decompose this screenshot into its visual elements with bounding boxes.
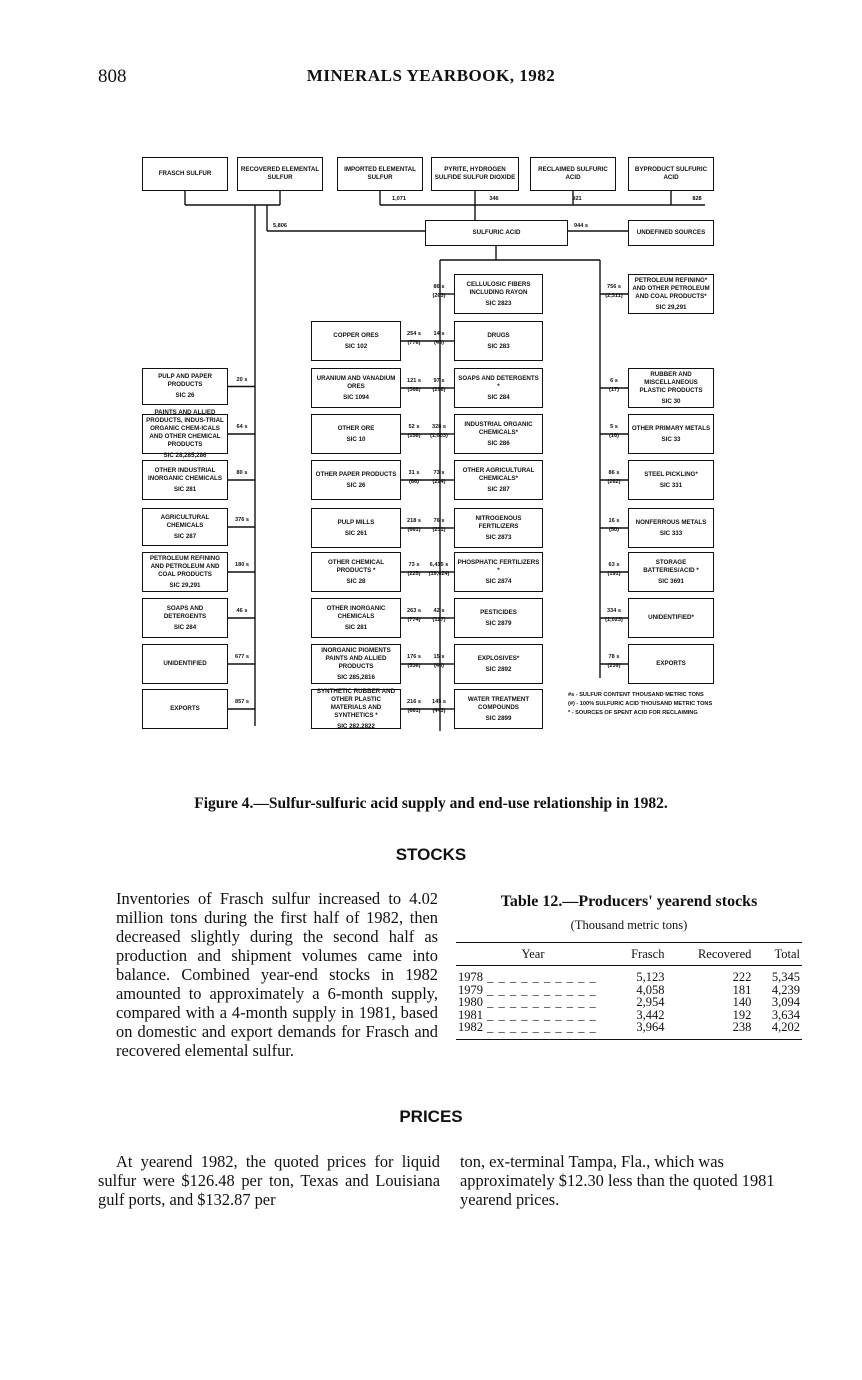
end-use-box — [142, 408, 228, 459]
end-use-box — [311, 321, 401, 361]
box-label: SYNTHETIC RUBBER AND OTHER PLASTIC MATERIALS AND SYNTHETICS * — [316, 687, 396, 719]
sic-code: SIC 33 — [661, 435, 681, 443]
box-label: PETROLEUM REFINING AND PETROLEUM AND COAL PRODUCTS — [149, 554, 221, 578]
box-label: STORAGE BATTERIES/ACID * — [643, 558, 699, 574]
box-label: PETROLEUM REFINING* AND OTHER PETROLEUM AND COAL PRODUCTS* — [632, 276, 710, 300]
source-flow-value: 921 — [572, 196, 582, 202]
source-box — [237, 157, 323, 191]
undefined-flow-value: 944 s — [574, 223, 588, 229]
sulfur-value: 857 s — [235, 699, 249, 705]
col-header-recovered: Recovered — [666, 943, 753, 966]
sulfur-value: 78 s — [608, 654, 620, 660]
sulfur-value: 76 s — [433, 518, 445, 524]
acid-value: (262) — [607, 479, 621, 485]
box-label: CELLULOSIC FIBERS INCLUDING RAYON — [466, 280, 531, 296]
year-cell: 1981 — [458, 1007, 483, 1022]
end-use-box — [311, 508, 401, 548]
sulfur-value: 176 s — [407, 654, 421, 660]
sic-code: SIC 286 — [487, 439, 510, 447]
sic-code: SIC 3691 — [658, 577, 684, 585]
year-cell: 1980 — [458, 995, 483, 1009]
sulfur-value: 80 s — [236, 470, 248, 476]
box-label: EXPLOSIVES* — [477, 654, 520, 662]
box-label: SOAPS AND DETERGENTS — [163, 604, 207, 620]
box-label: URANIUM AND VANADIUM ORES — [316, 374, 396, 390]
sic-code: SIC 2873 — [485, 533, 512, 541]
page-number: 808 — [98, 66, 127, 87]
stocks-heading: STOCKS — [395, 845, 467, 864]
end-use-box — [628, 368, 714, 408]
recovered-cell: 140 — [732, 995, 752, 1009]
stocks-paragraph: Inventories of Frasch sulfur increased to 4.02 million tons during the first half of 1982, then decreased slightly during the second half as production and shipment volumes came into balance. Combined year-end stocks in 1982 amounted to approximately a 6-month supply, compared with a 4-month supply in 1981, based on domestic and export demands for Frasch and recovered elemental sulfur. — [116, 889, 438, 1060]
sic-code: SIC 285,2816 — [337, 673, 375, 681]
end-use-box — [454, 368, 543, 408]
end-use-box — [454, 460, 543, 500]
box-label: OTHER CHEMICAL PRODUCTS * — [327, 558, 385, 574]
acid-value: (19,624) — [428, 571, 450, 577]
end-use-box — [454, 689, 543, 729]
sulfur-value: 46 s — [236, 608, 248, 614]
sulfur-value: 677 s — [235, 654, 249, 660]
box-label: RECLAIMED SULFURIC ACID — [538, 166, 608, 181]
end-use-box — [628, 508, 714, 548]
sulfur-value: 6,415 s — [429, 562, 449, 568]
box-label: PHOSPHATIC FERTILIZERS * — [457, 558, 540, 574]
undefined-sources-box — [628, 220, 714, 246]
running-title: MINERALS YEARBOOK, 1982 — [306, 66, 556, 85]
sic-code: SIC 26 — [175, 392, 195, 399]
sulfuric-acid-input-value: 5,806 — [273, 223, 287, 229]
sic-code: SIC 30 — [661, 397, 681, 405]
box-label: PESTICIDES — [480, 608, 517, 616]
recovered-cell: 238 — [666, 1021, 753, 1039]
frasch-cell: 3,442 — [636, 1007, 665, 1022]
sic-code: SIC 28 — [346, 577, 366, 585]
sic-code: SIC 333 — [659, 529, 683, 537]
box-label: NITROGENOUS FERTILIZERS — [475, 514, 522, 530]
source-flow-value: 1,071 — [392, 196, 406, 202]
end-use-box — [454, 414, 543, 454]
end-use-box — [311, 460, 401, 500]
source-box — [530, 157, 616, 191]
box-label: NONFERROUS METALS — [635, 518, 707, 526]
acid-value: (2,311) — [605, 293, 623, 299]
sulfur-value: 145 s — [432, 699, 446, 705]
end-use-box — [142, 644, 228, 684]
acid-value: (661) — [407, 527, 421, 533]
box-label: RECOVERED ELEMENTAL SULFUR — [240, 166, 320, 181]
prices-paragraph-right: ton, ex-terminal Tampa, Fla., which was approximately $12.30 less than the quoted 1981 yearend prices. — [460, 1152, 775, 1209]
col-header-year: Year — [456, 943, 610, 966]
box-label: AGRICULTURAL CHEMICALS — [160, 513, 210, 529]
total-cell: 3,094 — [771, 995, 800, 1009]
end-use-box — [142, 368, 228, 405]
sulfur-value: 15 s — [433, 654, 445, 660]
sic-code: SIC 29,291 — [169, 581, 201, 589]
acid-value: (158) — [407, 433, 421, 439]
sic-code: SIC 1094 — [343, 393, 369, 401]
box-label: INORGANIC PIGMENTS PAINTS AND ALLIED PRODUCTS — [321, 646, 391, 670]
box-label: PYRITE, HYDROGEN SULFIDE SULFUR DIOXIDE — [434, 166, 516, 181]
acid-value: (16) — [609, 433, 619, 439]
box-label: INDUSTRIAL ORGANIC CHEMICALS* — [464, 420, 533, 436]
end-use-box — [628, 552, 714, 592]
sulfur-value: 218 s — [407, 518, 421, 524]
sic-code: SIC 26 — [346, 481, 366, 489]
acid-value: (224) — [432, 479, 446, 485]
end-use-box — [142, 508, 228, 546]
table-row: 1978 _ _ _ _ _ _ _ _ _ _ 5,123 222 5,345 — [456, 966, 802, 984]
sulfur-value: 31 s — [408, 470, 420, 476]
box-label: UNIDENTIFIED — [163, 660, 207, 667]
end-use-box — [454, 274, 543, 314]
end-use-box — [311, 552, 401, 592]
sic-code: SIC 287 — [487, 485, 510, 493]
total-cell: 4,239 — [771, 982, 800, 997]
box-label: SOAPS AND DETERGENTS * — [458, 374, 539, 390]
legend-entry: (#) - 100% SULFURIC ACID THOUSAND METRIC TONS — [568, 701, 713, 707]
sulfur-value: 14 s — [433, 331, 445, 337]
box-label: IMPORTED ELEMENTAL SULFUR — [344, 166, 416, 181]
frasch-cell: 4,058 — [636, 982, 665, 997]
acid-value: (231) — [432, 527, 446, 533]
table-subtitle: (Thousand metric tons) — [570, 918, 688, 932]
sulfur-value: 73 s — [408, 562, 420, 568]
acid-value: (536) — [407, 663, 421, 669]
sulfur-value: 5 s — [610, 424, 618, 430]
box-label: EXPORTS — [170, 705, 200, 712]
legend-entry: * - SOURCES OF SPENT ACID FOR RECLAIMING — [568, 710, 698, 716]
sulfuric-acid-box — [425, 220, 568, 246]
box-label: DRUGS — [487, 331, 510, 339]
acid-value: (774) — [407, 617, 421, 623]
box-label: PAINTS AND ALLIED PRODUCTS, INDUS-TRIAL ORGANIC CHEM-ICALS AND OTHER CHEMICAL PRODUCTS — [146, 408, 224, 448]
sic-code: SIC 2892 — [485, 665, 512, 673]
table-title: Table 12.—Producers' yearend stocks — [500, 893, 758, 910]
col-header-total: Total — [753, 943, 802, 966]
sulfur-value: 86 s — [433, 284, 445, 290]
sulfur-value: 376 s — [235, 517, 249, 523]
total-cell: 4,202 — [753, 1021, 802, 1039]
end-use-box — [311, 644, 401, 684]
sulfur-value: 52 s — [408, 424, 420, 430]
acid-value: (225) — [407, 571, 421, 577]
acid-value: (443) — [432, 708, 446, 714]
acid-value: (50) — [609, 527, 619, 533]
sic-code: SIC 10 — [346, 435, 366, 443]
box-label: OTHER INORGANIC CHEMICALS — [326, 604, 386, 620]
sic-code: SIC 287 — [173, 532, 197, 540]
acid-value: (776) — [407, 340, 421, 346]
acid-value: (17) — [609, 387, 619, 393]
sic-code: SIC 2823 — [485, 299, 512, 307]
sulfur-value: 42 s — [433, 608, 445, 614]
sic-code: SIC 102 — [344, 342, 368, 350]
end-use-box — [311, 414, 401, 454]
box-label: UNIDENTIFIED* — [648, 614, 694, 621]
end-use-box — [454, 321, 543, 361]
sic-code: SIC 284 — [487, 393, 510, 401]
sulfur-value: 97 s — [433, 378, 445, 384]
sic-code: SIC 2899 — [485, 714, 512, 722]
table-row: 1982 _ _ _ _ _ _ _ _ _ _ 3,964 238 4,202 — [456, 1021, 802, 1039]
source-box — [431, 157, 519, 191]
box-label: OTHER AGRICULTURAL CHEMICALS* — [462, 466, 535, 482]
recovered-cell: 222 — [732, 970, 752, 984]
frasch-cell: 3,964 — [610, 1021, 666, 1039]
acid-value: (368) — [407, 387, 421, 393]
year-cell: 1978 — [458, 970, 483, 984]
end-use-box — [311, 689, 401, 729]
end-use-box — [142, 598, 228, 638]
total-cell: 5,345 — [771, 970, 800, 984]
end-use-box — [628, 598, 714, 638]
recovered-cell: 181 — [732, 982, 752, 997]
total-cell: 3,634 — [771, 1007, 800, 1022]
acid-value: (239) — [607, 663, 621, 669]
sic-code: SIC 2874 — [485, 577, 512, 585]
sic-code: SIC 283 — [487, 342, 510, 350]
box-label: COPPER ORES — [333, 331, 379, 339]
sulfur-value: 756 s — [607, 284, 621, 290]
end-use-box — [454, 508, 543, 548]
sulfur-value: 6 s — [610, 378, 618, 384]
col-header-frasch: Frasch — [610, 943, 666, 966]
sulfur-value: 64 s — [236, 424, 248, 430]
box-label: BYPRODUCT SULFURIC ACID — [634, 166, 708, 181]
sulfur-value: 121 s — [407, 378, 421, 384]
source-box — [142, 157, 228, 191]
acid-value: (86) — [409, 479, 419, 485]
sulfur-value: 328 s — [432, 424, 446, 430]
frasch-cell: 5,123 — [636, 970, 665, 984]
year-cell: 1979 — [458, 982, 483, 997]
sulfur-value: 63 s — [608, 562, 620, 568]
acid-value: (43) — [434, 340, 444, 346]
end-use-box — [628, 460, 714, 500]
sulfur-value: 180 s — [235, 562, 249, 568]
sic-code: SIC 2879 — [485, 619, 512, 627]
box-label: PULP MILLS — [337, 518, 375, 526]
sic-code: SIC 29,291 — [655, 303, 687, 311]
acid-value: (263) — [432, 293, 446, 299]
end-use-box — [142, 689, 228, 729]
sulfur-value: 20 s — [236, 376, 248, 383]
sic-code: SIC 261 — [344, 529, 368, 537]
acid-value: (661) — [407, 708, 421, 714]
figure-caption: Figure 4.—Sulfur-sulfuric acid supply and end-use relationship in 1982. — [194, 795, 668, 812]
box-label: SULFURIC ACID — [472, 229, 521, 236]
end-use-box — [142, 460, 228, 500]
sic-code: SIC 331 — [659, 481, 683, 489]
table-row: 1979 _ _ _ _ _ _ _ _ _ _ 4,058 181 4,239 — [458, 982, 800, 997]
sic-code: SIC 284 — [173, 623, 197, 631]
box-label: FRASCH SULFUR — [158, 170, 212, 177]
box-label: OTHER PRIMARY METALS — [631, 424, 711, 432]
acid-value: (1,023) — [605, 617, 623, 623]
end-use-box — [454, 644, 543, 684]
box-label: OTHER PAPER PRODUCTS — [315, 470, 397, 478]
box-label: EXPORTS — [656, 660, 686, 667]
end-use-box — [628, 274, 714, 314]
source-flow-value: 346 — [489, 196, 499, 202]
box-label: PULP AND PAPER PRODUCTS — [158, 373, 212, 388]
box-label: STEEL PICKLING* — [644, 470, 698, 478]
table-row: 1981 _ _ _ _ _ _ _ _ _ _ 3,442 192 3,634 — [458, 1007, 800, 1022]
sulfur-value: 216 s — [407, 699, 421, 705]
sic-code: SIC 281 — [344, 623, 368, 631]
end-use-box — [628, 414, 714, 454]
acid-value: (296) — [432, 387, 446, 393]
prices-paragraph-left: At yearend 1982, the quoted prices for liquid sulfur were $126.48 per ton, Texas and Louisiana gulf ports, and $132.87 per — [98, 1152, 440, 1209]
sulfur-value: 263 s — [407, 608, 421, 614]
source-flow-value: 828 — [692, 196, 702, 202]
acid-value: (191) — [607, 571, 621, 577]
acid-value: (46) — [434, 663, 444, 669]
acid-value: (127) — [432, 617, 446, 623]
sulfur-value: 334 s — [607, 608, 621, 614]
end-use-box — [142, 552, 228, 592]
sulfur-value: 254 s — [407, 331, 421, 337]
year-cell: 1982 — [458, 1020, 483, 1034]
frasch-cell: 2,954 — [636, 995, 665, 1009]
stocks-table — [456, 942, 802, 1040]
recovered-cell: 192 — [732, 1007, 752, 1022]
end-use-box — [628, 644, 714, 684]
sic-code: SIC 28,285,286 — [163, 451, 207, 459]
sulfur-value: 73 s — [433, 470, 445, 476]
legend-entry: #s - SULFUR CONTENT THOUSAND METRIC TONS — [568, 692, 704, 698]
box-label: RUBBER AND MISCELLANEOUS PLASTIC PRODUCTS — [639, 370, 703, 394]
box-label: OTHER ORE — [337, 424, 375, 432]
sulfur-value: 16 s — [608, 518, 620, 524]
end-use-box — [454, 552, 543, 592]
table-row: 1980 _ _ _ _ _ _ _ _ _ _ 2,954 140 3,094 — [458, 995, 800, 1009]
end-use-box — [311, 598, 401, 638]
box-label: UNDEFINED SOURCES — [636, 229, 706, 236]
sic-code: SIC 281 — [173, 485, 197, 493]
sulfur-value: 86 s — [608, 470, 620, 476]
acid-value: (1,003) — [430, 433, 448, 439]
source-box — [628, 157, 714, 191]
supply-flow-diagram — [130, 148, 760, 743]
source-box — [337, 157, 423, 191]
box-label: WATER TREATMENT COMPOUNDS — [467, 695, 530, 711]
end-use-box — [454, 598, 543, 638]
sic-code: SIC 282,2822 — [337, 722, 375, 730]
end-use-box — [311, 368, 401, 408]
box-label: OTHER INDUSTRIAL INORGANIC CHEMICALS — [148, 466, 222, 482]
prices-heading: PRICES — [399, 1107, 463, 1126]
